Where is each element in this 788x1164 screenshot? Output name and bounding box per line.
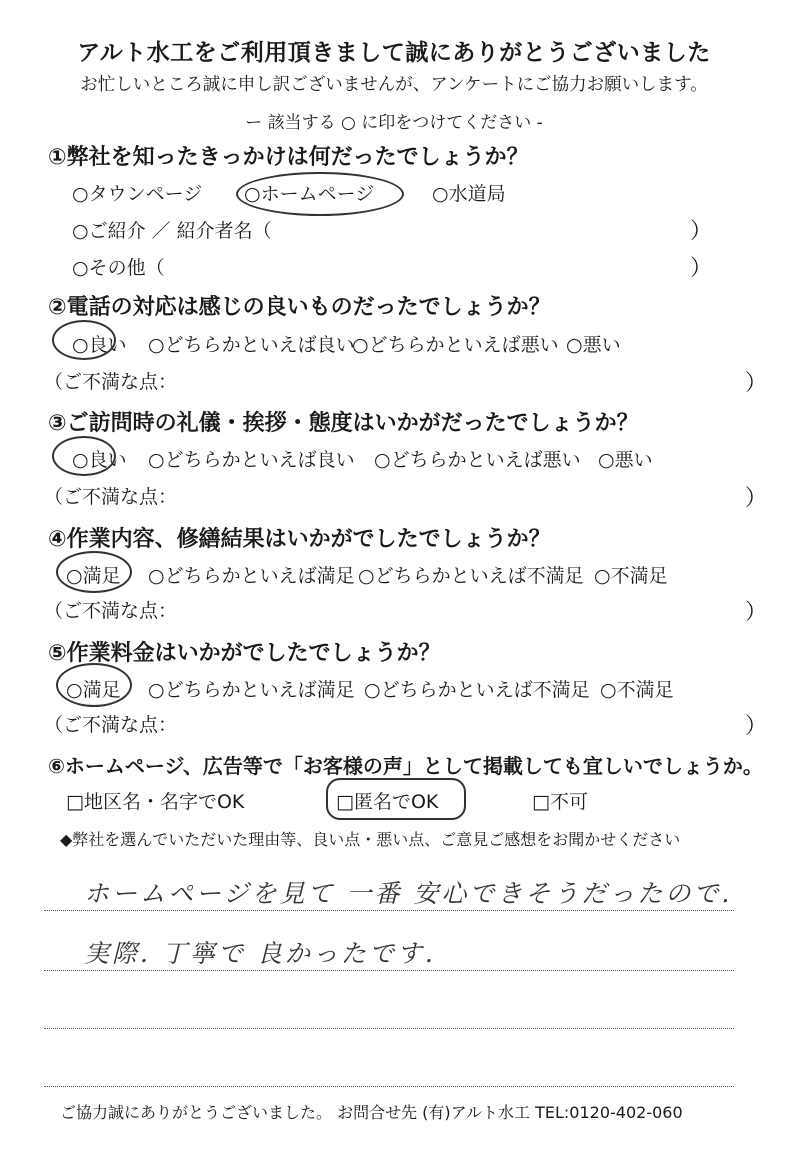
q6-option-anonymous[interactable]: □匿名でOK (336, 791, 439, 813)
q3-option-fairly-bad[interactable]: ○どちらかといえば悪い (374, 449, 581, 471)
survey-instruction: ー 該当する ○ に印をつけてください - (245, 113, 543, 133)
q5-title: ⑤作業料金はいかがでしたでしょうか？ (48, 641, 441, 666)
q3-complaint-close-paren: ） (745, 486, 768, 511)
q4-option-fairly-unsatisfied[interactable]: ○どちらかといえば不満足 (358, 565, 584, 587)
q6-option-not-allowed[interactable]: □不可 (532, 791, 588, 813)
q2-complaint-close-paren: ） (745, 371, 768, 396)
q4-option-unsatisfied[interactable]: ○不満足 (594, 565, 668, 587)
q1-selection-circle (236, 172, 404, 216)
q2-complaint-label: （ご不満な点： (44, 371, 178, 393)
comment-line-2 (44, 970, 734, 971)
footer-contact: ご協力誠にありがとうございました。 お問合せ先 (有)アルト水工 TEL:0120-402-060 (60, 1103, 683, 1122)
q4-option-fairly-satisfied[interactable]: ○どちらかといえば満足 (148, 565, 355, 587)
q2-title: ②電話の対応は感じの良いものだったでしょうか？ (48, 295, 551, 320)
q5-selection-circle (56, 663, 132, 707)
q4-complaint-label: （ご不満な点： (44, 600, 178, 622)
survey-title: アルト水工をご利用頂きまして誠にありがとうございました (77, 40, 711, 66)
q2-selection-circle (52, 320, 116, 360)
q6-option-area-name[interactable]: □地区名・名字でOK (66, 791, 245, 813)
q4-complaint-close-paren: ） (745, 600, 768, 625)
comment-line-1 (44, 910, 734, 911)
handwritten-comment-line-2: 実際. 丁寧で 良かったです. (84, 939, 436, 968)
q3-complaint-label: （ご不満な点： (44, 486, 178, 508)
q6-title: ⑥ホームページ、広告等で「お客様の声」として掲載しても宜しいでしょうか。 (48, 754, 763, 778)
comment-line-3 (44, 1028, 734, 1029)
q1-option-other[interactable]: ○その他（ (72, 257, 165, 279)
comment-line-4 (44, 1086, 734, 1087)
q3-option-bad[interactable]: ○悪い (598, 449, 653, 471)
q2-option-fairly-good[interactable]: ○どちらかといえば良い (148, 334, 355, 356)
q5-option-unsatisfied[interactable]: ○不満足 (600, 679, 674, 701)
survey-subtitle: お忙しいところ誠に申し訳ございませんが、アンケートにご協力お願いします。 (80, 75, 708, 95)
q4-selection-circle (56, 551, 132, 593)
q2-option-bad[interactable]: ○悪い (566, 334, 621, 356)
q2-option-good[interactable]: ○良い (72, 334, 127, 356)
q5-complaint-label: （ご不満な点： (44, 714, 178, 736)
comments-prompt: ◆弊社を選んでいただいた理由等、良い点・悪い点、ご意見ご感想をお聞かせください (60, 830, 681, 849)
q6-selection-circle (326, 778, 466, 820)
q1-option-waterworks[interactable]: ○水道局 (432, 183, 506, 205)
q5-option-fairly-satisfied[interactable]: ○どちらかといえば満足 (148, 679, 355, 701)
q4-option-satisfied[interactable]: ○満足 (66, 565, 121, 587)
q5-option-satisfied[interactable]: ○満足 (66, 679, 121, 701)
q4-title: ④作業内容、修繕結果はいかがでしたでしょうか？ (48, 527, 551, 552)
q3-option-fairly-good[interactable]: ○どちらかといえば良い (148, 449, 355, 471)
q5-complaint-close-paren: ） (745, 714, 768, 739)
q1-option-townpage[interactable]: ○タウンページ (72, 183, 203, 205)
q1-referral-close-paren: ） (690, 219, 713, 244)
q1-title: ①弊社を知ったきっかけは何だったでしょうか？ (48, 145, 529, 170)
q1-option-referral[interactable]: ○ご紹介 ／ 紹介者名（ (72, 220, 272, 242)
q5-option-fairly-unsatisfied[interactable]: ○どちらかといえば不満足 (364, 679, 590, 701)
q3-option-good[interactable]: ○良い (72, 449, 127, 471)
handwritten-comment-line-1: ホームページを見て 一番 安心できそうだったので. (84, 879, 733, 908)
q2-option-fairly-bad[interactable]: ○どちらかといえば悪い (352, 334, 559, 356)
q1-other-close-paren: ） (690, 256, 713, 281)
q3-title: ③ご訪問時の礼儀・挨拶・態度はいかがだったでしょうか？ (48, 411, 639, 436)
q1-option-homepage[interactable]: ○ホームページ (244, 183, 375, 205)
q3-selection-circle (52, 436, 116, 476)
